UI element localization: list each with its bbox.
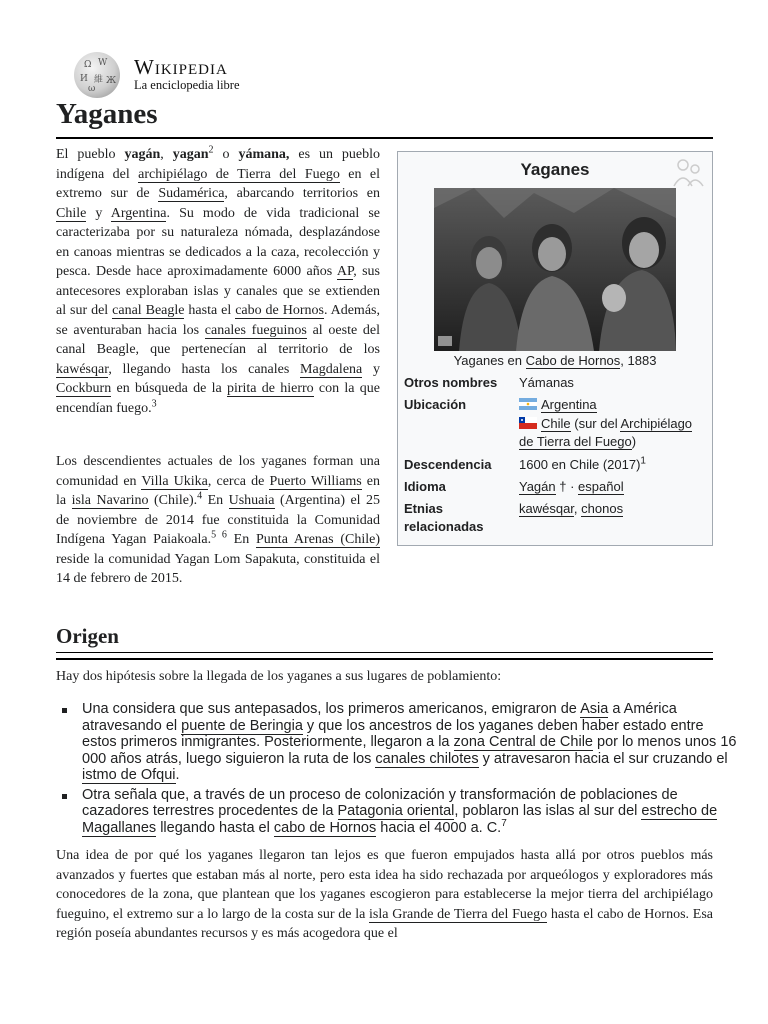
hypothesis-list xyxy=(56,701,742,839)
descendencia-text: 1600 en Chile (2017) xyxy=(519,457,641,472)
wiki-link[interactable]: pirita de hierro xyxy=(226,381,314,396)
wikipedia-wordmark[interactable] xyxy=(134,56,240,93)
wordmark-title: Wikipedia xyxy=(134,55,228,79)
chile-link[interactable]: Chile xyxy=(541,416,571,431)
section-rule xyxy=(56,652,713,653)
bold-term: yagán xyxy=(124,147,161,162)
wiki-link[interactable]: Puerto Williams xyxy=(269,473,362,489)
origen-paragraph: Una idea de por qué los yaganes llegaron tan lejos es que fueron empujados hasta allá por otros pueblos más avanzados y fuertes que estaban más al norte, pero esta idea ha sido rechazada por arqueólogos y exploradores más conocedores de la zona, que plantean que los yaganes escogieron para establecerse la mejor tierra del archipiélago fueguino, el extremo sur a lo largo de la costa sur de la isla Grande de Tierra del Fuego hasta el cabo de Hornos. Esa región poseía abundantes recursos y es más acogedora que el xyxy=(56,848,713,942)
yagan-language-link[interactable]: Yagán xyxy=(519,479,556,494)
caption-link-cabo-de-hornos[interactable]: Cabo de Hornos xyxy=(525,353,621,368)
chile-detail: (sur del xyxy=(570,416,621,431)
wiki-link[interactable]: canales chilotes xyxy=(375,750,479,767)
wiki-link[interactable]: isla Grande de Tierra del Fuego xyxy=(369,906,548,922)
wiki-link[interactable]: Punta Arenas (Chile) xyxy=(256,532,381,547)
argentina-link[interactable]: Argentina xyxy=(541,397,597,412)
archipielago-link[interactable]: Archipiélago de Tierra del Fuego xyxy=(519,416,693,449)
historical-photo-image xyxy=(434,188,676,351)
intro-paragraph-1: El pueblo yagán, yagan$^2$ o yámana, es un pueblo indígena del archipiélago de Tierra del Fuego en el extremo sur de Sudamérica, abarcando territorios en Chile y Argentina. Su modo de vida tradicional se caracterizaba por su naturaleza nómada, desplazándose en canoas mientras se dedicados a la caza, recolección y pesca. Desde hace aproximadamente 6000 años AP, sus antecesores exploraban islas y canales que se extienden al sur del canal Beagle hasta el cabo de Hornos. Además, se aventuraban hacia los canales fueguinos al oeste del canal Beagle, que pertenecían al territorio de los kawésqar, llegando hasta los canales Magdalena y Cockburn en búsqueda de la pirita de hierro con la que encendían fuego.$^3$ xyxy=(56,144,381,416)
section-rule-thick xyxy=(56,658,713,660)
wiki-link[interactable]: Magdalena xyxy=(300,361,363,377)
list-item: Una considera que sus antepasados, los primeros americanos, emigraron de Asia a América atravesando el puente de Beringia y que los ancestros de los yaganes deben haber estado entre estos primeros inmigrantes. Posteriormente, llegaron a la zona Central de Chile por lo menos unos 16 000 años atrás, luego siguieron la ruta de los canales chilotes y atravesaron hacia el sur cruzando el istmo de Ofqui. xyxy=(82,701,742,784)
infobox-caption xyxy=(398,353,712,368)
wiki-link[interactable]: estrecho de Magallanes xyxy=(82,803,718,836)
espanol-link[interactable]: español xyxy=(578,479,624,494)
row-label: Etnias relacionadas xyxy=(404,501,484,534)
wiki-link[interactable]: Sudamérica xyxy=(158,186,225,201)
wiki-link[interactable]: zona Central de Chile xyxy=(453,734,593,750)
reference-link[interactable]: 7 xyxy=(501,817,507,829)
chile-detail-end: ) xyxy=(631,434,637,449)
list-item: Otra señala que, a través de un proceso de colonización y transformación de poblaciones de cazadores terrestres procedentes de la Patagonia oriental, poblaron las islas al sur del estrecho de Magallanes llegando hasta el cabo de Hornos hacia el 4000 a. C.$^7$ xyxy=(82,787,742,837)
row-value: Yámanas xyxy=(519,375,574,390)
wiki-link[interactable]: Chile xyxy=(56,205,87,221)
infobox-photo[interactable] xyxy=(434,188,676,351)
wiki-link[interactable]: archipiélago de Tierra del Fuego xyxy=(138,166,340,182)
wiki-link[interactable]: kawésqar xyxy=(56,361,109,377)
infobox-title: Yaganes xyxy=(520,160,590,179)
etnias-separator: , xyxy=(573,501,582,516)
argentina-flag-icon xyxy=(519,398,537,410)
people-icon xyxy=(670,156,706,188)
wiki-link[interactable]: Cockburn xyxy=(56,381,112,396)
origen-intro: Hay dos hipótesis sobre la llegada de los yaganes a sus lugares de poblamiento: xyxy=(56,669,502,684)
row-value xyxy=(519,500,709,518)
row-label: Idioma xyxy=(404,479,446,494)
wiki-link[interactable]: Villa Ukika xyxy=(141,473,208,489)
reference-link[interactable]: 3 xyxy=(151,397,157,409)
globe-icon: Ω W И 維 Ж ω xyxy=(74,52,120,98)
idioma-separator: † · xyxy=(555,479,579,494)
wiki-link[interactable]: puente de Beringia xyxy=(181,717,303,734)
reference-link[interactable]: 2 xyxy=(208,144,214,156)
wiki-link[interactable]: Patagonia oriental xyxy=(337,803,455,819)
section-heading-origen: Origen xyxy=(56,624,119,648)
kawesqar-link[interactable]: kawésqar xyxy=(519,501,574,516)
page-title: Yaganes xyxy=(56,98,158,130)
bold-term: yámana, xyxy=(238,147,290,162)
wiki-link[interactable]: AP xyxy=(336,264,354,279)
wiki-link[interactable]: Argentina xyxy=(110,205,167,221)
wiki-link[interactable]: canales fueguinos xyxy=(204,322,307,338)
caption-year: , 1883 xyxy=(620,353,657,368)
wiki-link[interactable]: isla Navarino xyxy=(71,493,149,508)
row-label: Otros nombres xyxy=(404,375,498,390)
row-value xyxy=(519,396,709,451)
chile-flag-icon xyxy=(519,417,537,429)
reference-link[interactable]: 4 xyxy=(197,490,203,502)
row-value xyxy=(519,478,709,496)
reference-link[interactable]: 1 xyxy=(640,455,646,467)
row-label: Ubicación xyxy=(404,397,467,412)
caption-text: Yaganes en xyxy=(453,353,526,368)
wordmark-subtitle: La enciclopedia libre xyxy=(134,78,240,92)
wiki-link[interactable]: Ushuaia xyxy=(228,493,275,508)
wiki-link[interactable]: istmo de Ofqui xyxy=(82,767,176,783)
infobox xyxy=(397,151,713,546)
chonos-link[interactable]: chonos xyxy=(581,501,624,516)
bold-term: yagan xyxy=(172,147,209,162)
wiki-link[interactable]: cabo de Hornos xyxy=(235,303,324,318)
wiki-link[interactable]: Asia xyxy=(580,701,609,717)
wikipedia-globe-logo[interactable] xyxy=(74,52,126,98)
row-label: Descendencia xyxy=(404,457,492,472)
reference-link[interactable]: 5 6 xyxy=(211,529,227,541)
title-rule xyxy=(56,137,713,139)
wiki-link[interactable]: cabo de Hornos xyxy=(273,819,377,836)
wiki-link[interactable]: canal Beagle xyxy=(112,303,185,318)
intro-paragraph-2: Los descendientes actuales de los yaganes forman una comunidad en Villa Ukika, cerca de Puerto Williams en la isla Navarino (Chile).$^4$ En Ushuaia (Argentina) el 25 de noviembre de 2014 fue constituida la Comunidad Indígena Yagan Paiakoala.$^{5 6}$ En Punta Arenas (Chile) reside la comunidad Yagan Lom Sapakuta, constituida el 14 de febrero de 2015. xyxy=(56,454,381,586)
row-value xyxy=(519,456,709,474)
